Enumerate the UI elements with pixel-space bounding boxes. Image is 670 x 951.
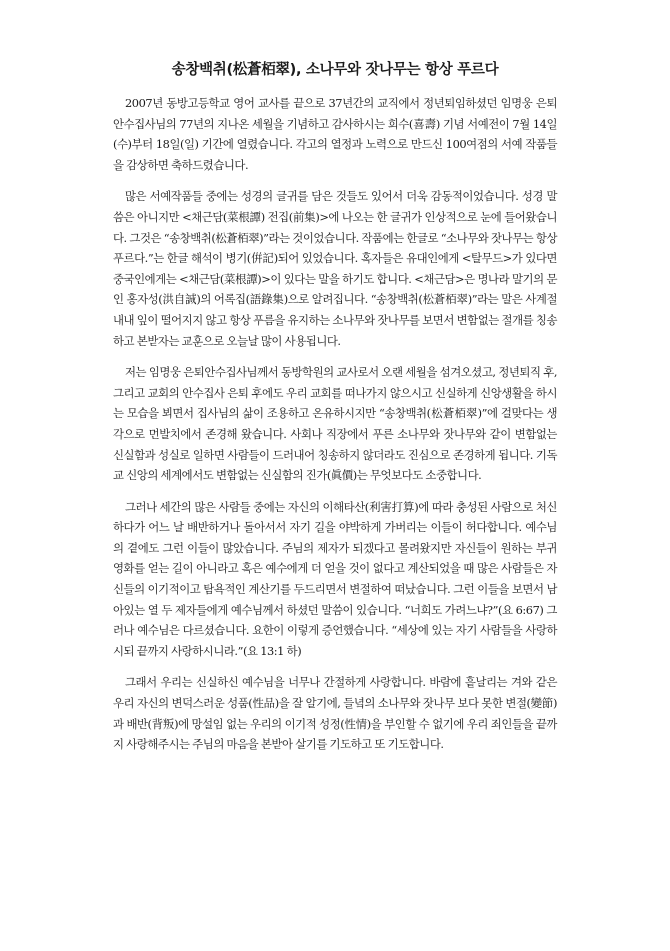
paragraph-2: 많은 서예작품들 중에는 성경의 글귀를 담은 것들도 있어서 더욱 감동적이었습니다. 성경 말씀은 아니지만 <채근담(菜根譚) 전집(前集)>에 나오는 한 글귀가 인상적으로 눈에 들어왔습니다. 그것은 “송창백취(松蒼栢翠)”라는 것이었습니다. 작품에는 한글로 “소나무와 잣나무는 항상 푸르다.”는 한글 해석이 병기(倂記)되어 있었습니다. 혹자들은 유대인에게 <탈무드>가 있다면 중국인에게는 <채근담(菜根譚)>이 있다는 말을 하기도 합니다. <채근담>은 명나라 말기의 문인 홍자성(洪自誠)의 어록집(語錄集)으로 알려집니다. “송창백취(松蒼栢翠)”라는 말은 사계절 내내 잎이 떨어지지 않고 항상 푸름을 유지하는 소나무와 잣나무를 보면서 변함없는 절개를 칭송하고 본받자는 교훈으로 오늘날 많이 사용됩니다. bbox=[113, 189, 557, 348]
paragraph-4: 그러나 세간의 많은 사람들 중에는 자신의 이해타산(利害打算)에 따라 충성된 사람으로 처신하다가 어느 날 배반하거나 돌아서서 자기 길을 야박하게 가버리는 이들이 허다합니다. 예수님의 곁에도 그런 이들이 많았습니다. 주님의 제자가 되겠다고 몰려왔지만 자신들이 원하는 부귀영화를 얻는 길이 아니라고 혹은 예수에게 더 얻을 것이 없다고 계산되었을 때 많은 사람들은 자신들의 이기적이고 탐욕적인 계산기를 두드리면서 변절하여 떠났습니다. 그런 이들을 보면서 남아있는 열 두 제자들에게 예수님께서 하셨던 말씀이 있습니다. “너희도 가려느냐?”(요 6:67) 그러나 예수님은 다르셨습니다. 요한이 이렇게 증언했습니다. “세상에 있는 자기 사람들을 사랑하시되 끝까지 사랑하시니라.”(요 13:1 하) bbox=[113, 499, 557, 658]
paragraph-1: 2007년 동방고등학교 영어 교사를 끝으로 37년간의 교직에서 정년퇴임하셨던 임명웅 은퇴안수집사님의 77년의 지나온 세월을 기념하고 감사하시는 희수(喜壽) 기념 서예전이 7월 14일(수)부터 18일(일) 기간에 열렸습니다. 각고의 열정과 노력으로 만드신 100여점의 서예 작품들을 감상하면 축하드렸습니다. bbox=[113, 96, 557, 172]
page-title: 송창백취(松蒼栢翠), 소나무와 잣나무는 항상 푸르다 bbox=[171, 62, 499, 78]
paragraph-3: 저는 임명웅 은퇴안수집사님께서 동방학원의 교사로서 오랜 세월을 섬겨오셨고, 정년퇴직 후, 그리고 교회의 안수집사 은퇴 후에도 우리 교회를 떠나가지 않으시고 신실하게 신앙생활을 하시는 모습을 뵈면서 집사님의 삶이 조용하고 온유하시지만 “송창백취(松蒼栢翠)”에 걸맞다는 생각으로 먼발치에서 존경해 왔습니다. 사회나 직장에서 푸른 소나무와 잣나무와 같이 변함없는 신실함과 성실로 일하면 사람들이 드러내어 칭송하지 않더라도 진심으로 존경하게 됩니다. 기독교 신앙의 세계에서도 변함없는 신실함의 진가(眞價)는 무엇보다도 소중합니다. bbox=[113, 365, 557, 483]
paragraph-5: 그래서 우리는 신실하신 예수님을 너무나 간절하게 사랑합니다. 바람에 흩날리는 겨와 같은 우리 자신의 변덕스러운 성품(性品)을 잘 알기에, 들녘의 소나무와 잣나무 보다 못한 변절(變節)과 배반(背叛)에 망설임 없는 우리의 이기적 성정(性情)을 부인할 수 없기에 우리 죄인들을 끝까지 사랑해주시는 주님의 마음을 본받아 살기를 기도하고 또 기도합니다. bbox=[113, 675, 557, 752]
